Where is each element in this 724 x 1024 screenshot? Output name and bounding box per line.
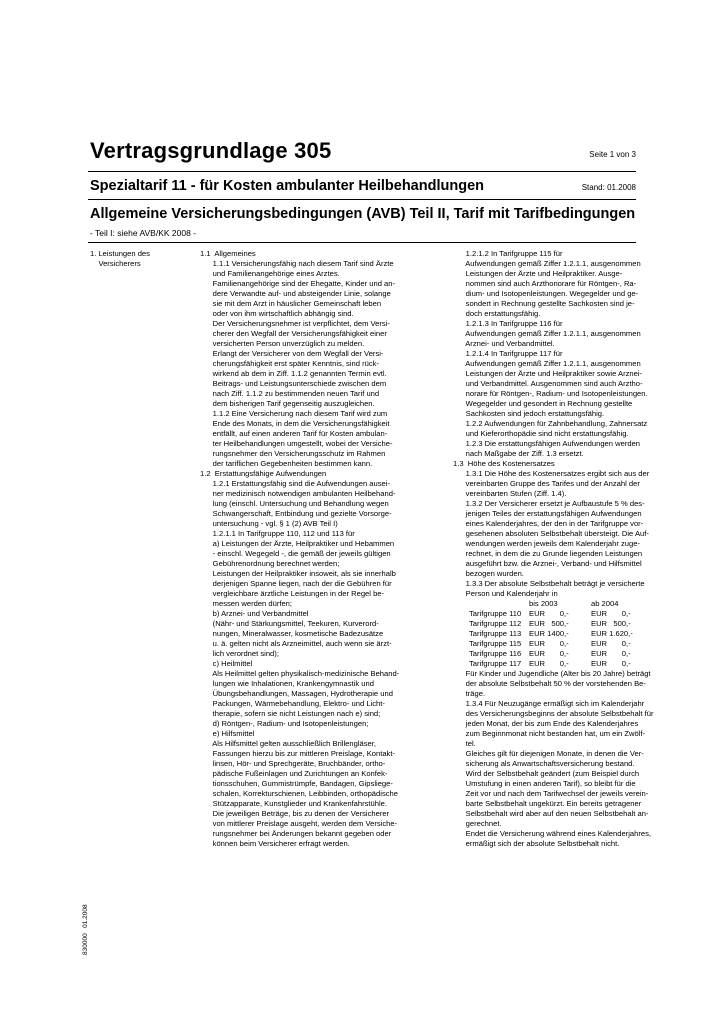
right-column [453,249,654,849]
section-label [90,249,195,269]
text-line: und Verbandmittel. Ausgenommen sind auch Arztho- [453,379,643,388]
text-line: 1.2.1.1 In Tarifgruppe 110, 112 und 113 für [200,529,355,538]
text-line: sie mit dem Arzt in häuslicher Gemeinschaft leben [200,299,382,308]
text-line: 1.1 Allgemeines [200,249,256,258]
table-header-cell: bis 2003 [529,599,558,608]
text-line: Sachkosten sind jedoch erstattungsfähig. [453,409,605,418]
text-line: Zeit vor und nach dem Tarifwechsel der jeweils verein- [453,789,649,798]
text-line: Gleiches gilt für diejenigen Monate, in denen die Ver- [453,749,644,758]
text-line: linsen, Hör- und Sprechgeräte, Bruchbänder, ortho- [200,759,386,768]
text-line: Stützapparate, Kunstglieder und Krankenfahrstühle. [200,799,388,808]
text-line: tionsschuhen, Gummistrümpfe, Bandagen, Gipsliege- [200,779,393,788]
text-line: Die jeweiligen Beträge, bis zu denen der Versicherer [200,809,390,818]
text-line: a) Leistungen der Ärzte, Heilpraktiker und Hebammen [200,539,395,548]
text-line: b) Arznei- und Verbandmittel [200,609,309,618]
text-line: Arznei- und Verbandmittel. [453,339,555,348]
section-label-line: Versicherers [90,259,141,268]
text-line: Endet die Versicherung während eines Kalenderjahres, [453,829,651,838]
text-line: lung (einschl. Untersuchung und Behandlung wegen [200,499,389,508]
avb-title: Allgemeine Versicherungsbedingungen (AVB) Teil II, Tarif mit Tarifbedingungen [90,206,636,222]
table-cell: EUR 0,- [529,639,569,648]
text-line: messen werden dürfen; [200,599,293,608]
text-line: Packungen, Wärmebehandlung, Elektro- und Licht- [200,699,385,708]
text-line: derjenigen Spanne liegen, nach der die Gebühren für [200,579,392,588]
text-line: versicherten Person unverzüglich zu melden. [200,339,365,348]
text-line: der tariflichen Gegebenheiten bestimmen kann. [200,459,373,468]
text-line: eines Kalenderjahres, der den in der Tarifgruppe vor- [453,519,644,528]
text-line: bezogen wurden. [453,569,524,578]
text-line: Übungsbehandlungen, Massagen, Hydrotherapie und [200,689,393,698]
text-line: 1.2 Erstattungsfähige Aufwendungen [200,469,327,478]
table-row [469,639,633,649]
text-line: d) Röntgen-, Radium- und Isotopenleistungen; [200,719,369,728]
text-line: Ende des Monats, in dem die Versicherungsfähigkeit [200,419,390,428]
text-line: cherungsfähigkeit erst später Kenntnis, sind rück- [200,359,379,368]
text-line: cherer den Wegfall der Versicherungsfähigkeit einer [200,329,387,338]
text-line: Beitrags- und Leistungsunterschiede zwischen dem [200,379,387,388]
divider-top [88,171,636,172]
text-line: - einschl. Wegegeld -, die gemäß der jeweils gültigen [200,549,391,558]
text-line: lungen wie Inhalationen, Krankengymnastik und [200,679,374,688]
table-cell: EUR 0,- [591,659,631,668]
middle-column [200,249,448,849]
text-line: sondert in Rechnung gestellte Sachkosten sind je- [453,299,635,308]
text-line: Aufwendungen gemäß Ziffer 1.2.1.1, ausgenommen [453,259,641,268]
text-line: Familienangehörige sind der Ehegatte, Kinder und an- [200,279,396,288]
text-line: 1.2.1.2 In Tarifgruppe 115 für [453,249,563,258]
text-line: des Versicherungsbeginns der absolute Selbstbehalt für [453,709,654,718]
text-line: vereinbarten Stufen (Ziff. 1.4). [453,489,567,498]
text-line: nommen sind auch Arzthonorare für Röntgen-, Ra- [453,279,637,288]
text-line: 1.2.1 Erstattungsfähig sind die Aufwendungen ausei- [200,479,390,488]
text-line: zum Beginnmonat nicht bestanden hat, um ein Zwölf- [453,729,646,738]
table-cell: Tarifgruppe 113 [469,629,522,638]
text-line: rechnet, in dem die zu Grunde liegenden Leistungen [453,549,643,558]
text-line: gerechnet. [453,819,502,828]
text-line: Erlangt der Versicherer von dem Wegfall der Versi- [200,349,384,358]
text-line: Als Hilfsmittel gelten ausschließlich Brillengläser, [200,739,376,748]
text-line: u. ä. gelten nicht als Arzneimittel, auch wenn sie ärzt- [200,639,392,648]
table-cell: EUR 0,- [529,659,569,668]
text-line: 1.3.3 Der absolute Selbstbehalt beträgt je versicherte [453,579,645,588]
table-cell: EUR 0,- [529,649,569,658]
text-line: ermäßigt sich der absolute Selbstbehalt nicht. [453,839,620,848]
text-line: doch erstattungsfähig. [453,309,541,318]
text-line: vergleichbare ärztliche Leistungen in der Regel be- [200,589,385,598]
text-line: Der Versicherungsnehmer ist verpflichtet, dem Versi- [200,319,390,328]
text-line: nach Maßgabe der Ziff. 1.3 ersetzt. [453,449,584,458]
text-line: barte Selbstbehalt ungekürzt. Ein bereits getragener [453,799,642,808]
page-number: Seite 1 von 3 [589,150,636,159]
text-line: 1.1.2 Eine Versicherung nach diesem Tarif wird zum [200,409,388,418]
text-line: 1.2.1.4 In Tarifgruppe 117 für [453,349,563,358]
table-row [469,609,633,619]
text-line: der absolute Selbstbehalt 50 % der vorstehenden Be- [453,679,646,688]
text-line: c) Heilmittel [200,659,253,668]
text-line: 1.1.1 Versicherungsfähig nach diesem Tarif sind Ärzte [200,259,394,268]
text-line: nungen, Mineralwasser, kosmetische Badezusätze [200,629,384,638]
text-line: jenigen Teiles der erstattungsfähigen Aufwendungen [453,509,642,518]
text-line: 1.3.1 Die Höhe des Kostenersatzes ergibt sich aus der [453,469,650,478]
table-header-cell: ab 2004 [591,599,619,608]
table-cell: Tarifgruppe 116 [469,649,522,658]
text-line: wirkend ab dem in Ziff. 1.1.2 genannten Termin evtl. [200,369,387,378]
text-line: Aufwendungen gemäß Ziffer 1.2.1.1, ausgenommen [453,329,641,338]
table-cell: Tarifgruppe 110 [469,609,522,618]
table-cell: EUR 0,- [591,639,631,648]
text-line: lich verordnet sind); [200,649,279,658]
text-line: 1.3.2 Der Versicherer ersetzt je Aufbaustufe 5 % des- [453,499,645,508]
text-line: Selbstbehalt wird aber auf den neuen Selbstbehalt an- [453,809,649,818]
tariff-subtitle: Spezialtarif 11 - für Kosten ambulanter Heilbehandlungen [90,178,484,194]
text-line: norare für Röntgen-, Radium- und Isotopenleistungen. [453,389,648,398]
text-line: Gebührenordnung berechnet werden; [200,559,340,568]
text-line: Wegegelder und gesondert in Rechnung gestellte [453,399,633,408]
text-line: Als Heilmittel gelten physikalisch-medizinische Behand- [200,669,400,678]
text-line: können beim Versicherer erfragt werden. [200,839,350,848]
document-title: Vertragsgrundlage 305 [90,138,332,163]
text-line: 1.3 Höhe des Kostenersatzes [453,459,555,468]
text-line: ner medizinisch notwendigen ambulanten Heilbehand- [200,489,396,498]
table-cell: EUR 1.620,- [591,629,633,638]
table-row [469,659,633,669]
table-cell: Tarifgruppe 115 [469,639,522,648]
text-line: jeden Monat, der bis zum Ende des Kalenderjahres [453,719,639,728]
text-line: therapie, sofern sie nicht Leistungen nach e) sind; [200,709,381,718]
text-line: Schwangerschaft, Entbindung und gezielte Vorsorge- [200,509,392,518]
text-line: Wird der Selbstbehalt geändert (zum Beispiel durch [453,769,640,778]
table-header-row [469,599,633,609]
text-line: untersuchung - vgl. § 1 (2) AVB Teil I) [200,519,338,528]
text-line: vereinbarten Gruppe des Tarifes und der Anzahl der [453,479,640,488]
table-row [469,619,633,629]
text-line: dem bisherigen Tarif gegenseitig auszugleichen. [200,399,375,408]
table-cell: EUR 0,- [529,609,569,618]
text-line: pädische Fußeinlagen und Zurichtungen an Konfek- [200,769,388,778]
text-line: Für Kinder und Jugendliche (Alter bis 20 Jahre) beträgt [453,669,651,678]
table-row [469,629,633,639]
text-line: dere Verwandte auf- und absteigender Linie, solange [200,289,391,298]
table-cell: Tarifgruppe 117 [469,659,522,668]
text-line: ter Heilbehandlungen umgestellt, wobei der Versiche- [200,439,393,448]
text-line: 1.2.3 Die erstattungsfähigen Aufwendungen werden [453,439,641,448]
text-line: Umstufung in einen anderen Tarif), so bleibt für die [453,779,636,788]
text-line: 1.2.2 Aufwendungen für Zahnbehandlung, Zahnersatz [453,419,648,428]
text-line: tel. [453,739,476,748]
divider-bottom [88,242,636,243]
text-line: Leistungen der Heilpraktiker insoweit, als sie innerhalb [200,569,396,578]
text-line: wendungen werden jeweils dem Kalenderjahr zuge- [453,539,640,548]
text-line: e) Hilfsmittel [200,729,255,738]
text-line: 1.3.4 Für Neuzugänge ermäßigt sich im Kalenderjahr [453,699,645,708]
table-cell: EUR 0,- [591,649,631,658]
text-line: rungsnehmer den Versicherungsschutz im Rahmen [200,449,386,458]
text-line: (Nähr- und Stärkungsmittel, Teekuren, Kurverord- [200,619,379,628]
section-label-line: 1. Leistungen des [90,249,150,258]
text-line: schalen, Korrekturschienen, Leibbinden, orthopädische [200,789,398,798]
text-line: ausgeführt bzw. die Arznei-, Verband- und Hilfsmittel [453,559,642,568]
right-column-bottom [453,669,654,849]
stand-date: Stand: 01.2008 [581,183,636,192]
table-row [469,649,633,659]
selbstbehalt-table [469,599,633,669]
text-line: oder von ihm wirtschaftlich abhängig sind. [200,309,354,318]
teil-reference: - Teil I: siehe AVB/KK 2008 - [90,228,196,238]
text-line: Person und Kalenderjahr in [453,589,558,598]
table-cell: EUR 0,- [591,609,631,618]
side-code: 830000 01.2008 [82,904,89,955]
right-column-top [453,249,650,599]
table-body [469,609,633,669]
text-line: Aufwendungen gemäß Ziffer 1.2.1.1, ausgenommen [453,359,641,368]
text-line: dium- und Isotopenleistungen. Wegegelder und ge- [453,289,639,298]
text-line: gesehenen absoluten Selbstbehalt übersteigt. Die Auf- [453,529,649,538]
table-cell: EUR 500,- [591,619,631,628]
text-line: sicherung als Anwartschaftsversicherung bestand. [453,759,635,768]
text-line: Fassungen hierzu bis zur mittleren Preislage, Kontakt- [200,749,395,758]
text-line: träge. [453,689,486,698]
text-line: und Familienangehörige eines Arztes. [200,269,340,278]
text-line: entfällt, auf einen anderen Tarif für Kosten ambulan- [200,429,388,438]
text-line: 1.2.1.3 In Tarifgruppe 116 für [453,319,563,328]
table-cell: EUR 500,- [529,619,569,628]
text-line: und Kieferorthopädie sind nicht erstattungsfähig. [453,429,629,438]
text-line: rungsnehmer bei Änderungen bekannt gegeben oder [200,829,392,838]
text-line: von mittlerer Preislage ausgeht, werden dem Versiche- [200,819,398,828]
text-line: Leistungen der Ärzte und Heilpraktiker sowie Arznei- [453,369,643,378]
table-cell: EUR 1400,- [529,629,569,638]
text-line: Leistungen der Ärzte und Heilpraktiker. Ausge- [453,269,623,278]
divider-middle [88,199,636,200]
text-line: nach Ziff. 1.1.2 zu bestimmenden neuen Tarif und [200,389,380,398]
table-cell: Tarifgruppe 112 [469,619,522,628]
table-header-cell [469,599,529,609]
